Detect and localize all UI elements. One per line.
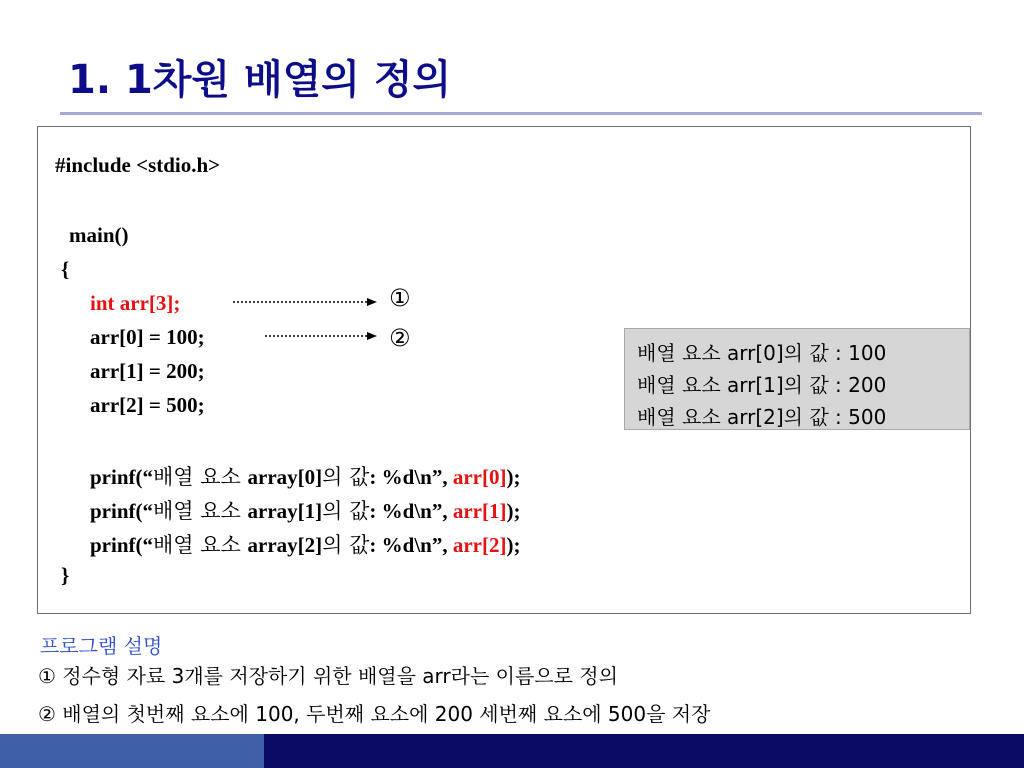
output-line: 배열 요소 arr[0]의 값 : 100 (637, 341, 887, 365)
footer-bar-left (0, 734, 264, 768)
code-line-printf-2 (90, 529, 520, 559)
description-line-1: ① 정수형 자료 3개를 저장하기 위한 배열을 arr라는 이름으로 정의 (38, 664, 618, 688)
printf-korean-value: 의 값 (322, 465, 370, 489)
marker-two: ② (389, 324, 411, 352)
printf-argument: arr[1] (452, 499, 507, 523)
printf-korean-value: 의 값 (322, 533, 370, 557)
marker-one: ① (389, 284, 411, 312)
printf-korean-label: 배열 요소 (153, 465, 248, 489)
program-output-box (624, 328, 970, 430)
code-line-open-brace: { (61, 257, 70, 281)
code-line-main: main() (69, 223, 129, 247)
code-line-close-brace: } (61, 563, 70, 587)
output-line: 배열 요소 arr[2]의 값 : 500 (637, 405, 887, 429)
printf-array-name: array[1] (247, 499, 323, 523)
printf-korean-value: 의 값 (322, 499, 370, 523)
printf-argument: arr[0] (452, 465, 507, 489)
footer-bar-right (264, 734, 1024, 768)
code-line-include: #include <stdio.h> (55, 153, 221, 177)
code-line-printf-1 (90, 495, 520, 525)
printf-prefix: prinf(“ (90, 499, 153, 523)
code-line-declaration: int arr[3]; (90, 291, 181, 315)
printf-format: : %d\n”, (369, 465, 453, 489)
printf-korean-label: 배열 요소 (153, 533, 248, 557)
printf-format: : %d\n”, (369, 499, 453, 523)
dotted-arrow-1 (231, 293, 381, 311)
code-line-assign-0: arr[0] = 100; (90, 325, 205, 349)
dotted-arrow-2 (263, 327, 381, 345)
code-line-printf-0 (90, 461, 520, 491)
printf-end: ); (506, 465, 521, 489)
title-divider (60, 112, 982, 115)
printf-argument: arr[2] (452, 533, 507, 557)
printf-end: ); (506, 533, 521, 557)
description-title: 프로그램 설명 (40, 634, 163, 658)
printf-array-name: array[2] (247, 533, 323, 557)
code-line-assign-2: arr[2] = 500; (90, 393, 205, 417)
printf-array-name: array[0] (247, 465, 323, 489)
printf-prefix: prinf(“ (90, 533, 153, 557)
printf-end: ); (506, 499, 521, 523)
printf-format: : %d\n”, (369, 533, 453, 557)
printf-korean-label: 배열 요소 (153, 499, 248, 523)
description-line-2: ② 배열의 첫번째 요소에 100, 두번째 요소에 200 세번째 요소에 500을 저장 (38, 702, 711, 726)
printf-prefix: prinf(“ (90, 465, 153, 489)
output-line: 배열 요소 arr[1]의 값 : 200 (637, 373, 887, 397)
slide-title: 1. 1차원 배열의 정의 (68, 57, 452, 103)
code-line-assign-1: arr[1] = 200; (90, 359, 205, 383)
